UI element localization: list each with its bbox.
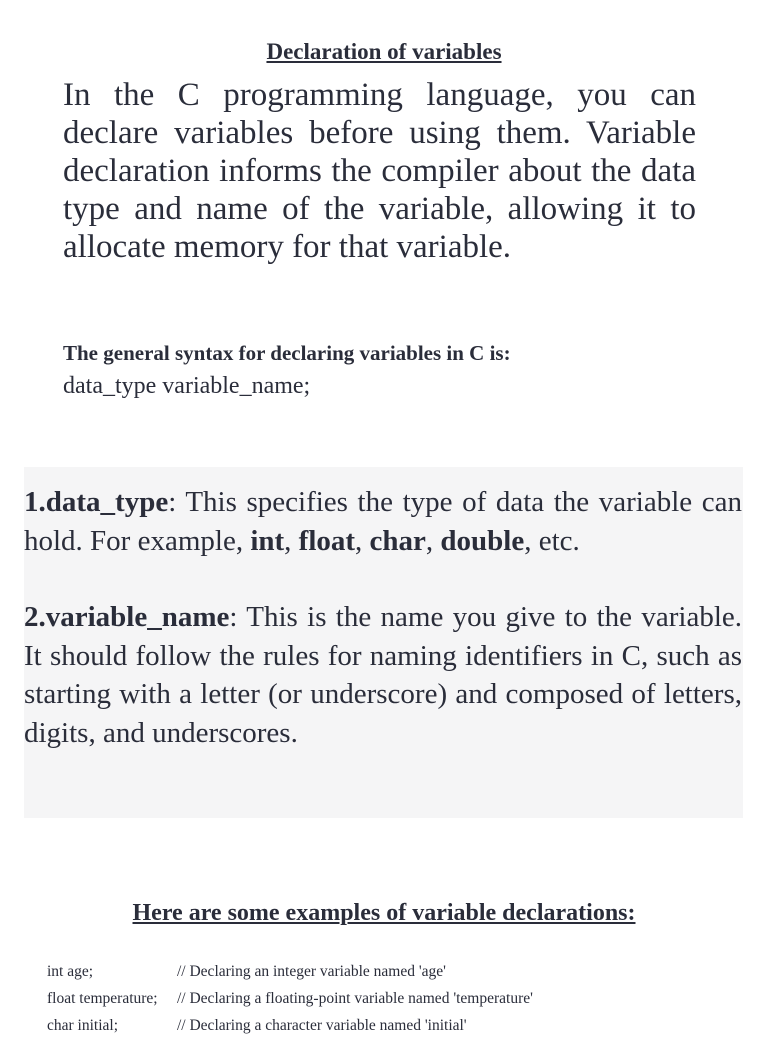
example-line xyxy=(47,958,747,985)
example-code: char initial; xyxy=(47,1017,119,1034)
separator: , xyxy=(284,524,299,557)
example-line xyxy=(47,985,747,1012)
example-line xyxy=(47,1012,747,1039)
syntax-label: The general syntax for declaring variables in C is: xyxy=(63,341,511,365)
keyword-double: double xyxy=(440,524,525,557)
data-type-text: : This specifies the type of data the variable can hold. For example, xyxy=(24,486,742,557)
keyword-float: float xyxy=(298,524,356,557)
examples-title: Here are some examples of variable declarations: xyxy=(132,900,636,926)
page-title: Declaration of variables xyxy=(266,39,502,64)
separator: , xyxy=(425,524,441,557)
keyword-char: char xyxy=(369,524,426,557)
examples-code-block xyxy=(47,958,747,1039)
example-comment: // Declaring a floating-point variable named 'temperature' xyxy=(177,990,533,1007)
keyword-int: int xyxy=(250,524,285,557)
variable-name-paragraph xyxy=(24,598,742,752)
example-code: int age; xyxy=(47,963,94,980)
example-code: float temperature; xyxy=(47,990,158,1007)
data-type-suffix: , etc. xyxy=(524,524,580,557)
variable-name-text: : This is the name you give to the variable. It should follow the rules for naming identifiers in C, such as starting with a letter (or underscore) and composed of letters, digits, and underscores. xyxy=(24,601,742,749)
intro-paragraph: In the C programming language, you can declare variables before using them. Variable declaration informs the compiler about the data type and name of the variable, allowing it to allocate memory for that variable. xyxy=(63,77,696,265)
data-type-term: 1.data_type xyxy=(24,486,169,518)
data-type-paragraph xyxy=(24,483,742,560)
syntax-code: data_type variable_name; xyxy=(63,373,311,399)
example-comment: // Declaring a character variable named 'initial' xyxy=(177,1017,467,1034)
example-comment: // Declaring an integer variable named 'age' xyxy=(177,963,446,980)
explanation-panel xyxy=(24,467,743,818)
variable-name-term: 2.variable_name xyxy=(24,601,230,633)
separator: , xyxy=(355,524,370,557)
